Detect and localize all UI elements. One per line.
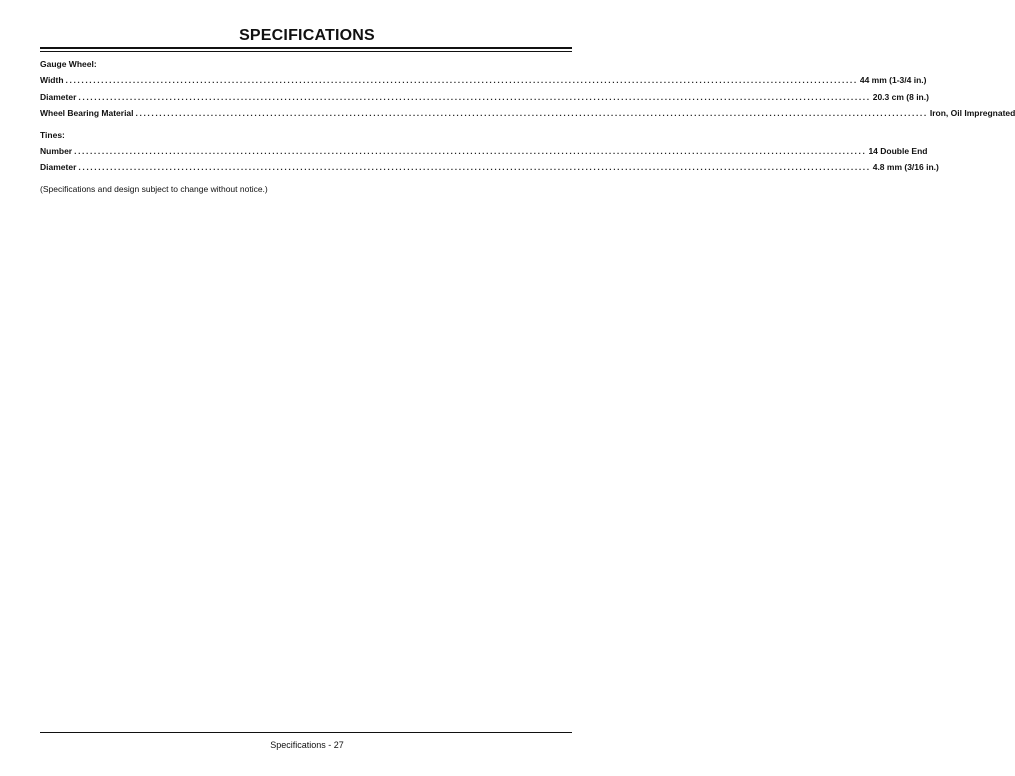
spec-value: 20.3 cm (8 in.) (872, 91, 929, 102)
spec-row-tines-number (40, 143, 928, 160)
spec-row-tines-diameter (40, 159, 939, 176)
spec-value: 4.8 mm (3/16 in.) (872, 162, 939, 172)
page-footer: Specifications - 27 (270, 740, 344, 750)
spec-note: (Specifications and design subject to change without notice.) (40, 183, 268, 194)
title-rule-thin (40, 51, 572, 52)
dot-leader: ........................................................................................................................................................................................................ (78, 91, 871, 102)
spec-value: 14 Double End (868, 145, 928, 156)
spec-label: Number (40, 145, 73, 156)
dot-leader: ........................................................................................................................................................................................................ (65, 75, 858, 85)
section-heading-gauge-wheel: Gauge Wheel: (40, 59, 97, 69)
spec-label: Width (40, 75, 64, 85)
footer-rule (40, 732, 572, 733)
spec-label: Wheel Bearing Material (40, 108, 134, 118)
page-title: SPECIFICATIONS (239, 27, 375, 44)
spec-label: Diameter (40, 162, 77, 172)
spec-content (40, 57, 1015, 196)
spec-row-gauge-diameter (40, 89, 929, 106)
spec-row-bearing-material (40, 105, 1015, 122)
section-heading-tines: Tines: (40, 129, 65, 140)
spec-row-gauge-width (40, 72, 927, 89)
dot-leader: ........................................................................................................................................................................................................ (78, 162, 871, 172)
title-rule-thick (40, 47, 572, 49)
dot-leader: ........................................................................................................................................................................................................ (135, 108, 928, 118)
dot-leader: ........................................................................................................................................................................................................ (74, 145, 867, 156)
spec-label: Diameter (40, 91, 77, 102)
spec-value: Iron, Oil Impregnated (929, 108, 1015, 118)
spec-value: 44 mm (1-3/4 in.) (859, 75, 927, 85)
